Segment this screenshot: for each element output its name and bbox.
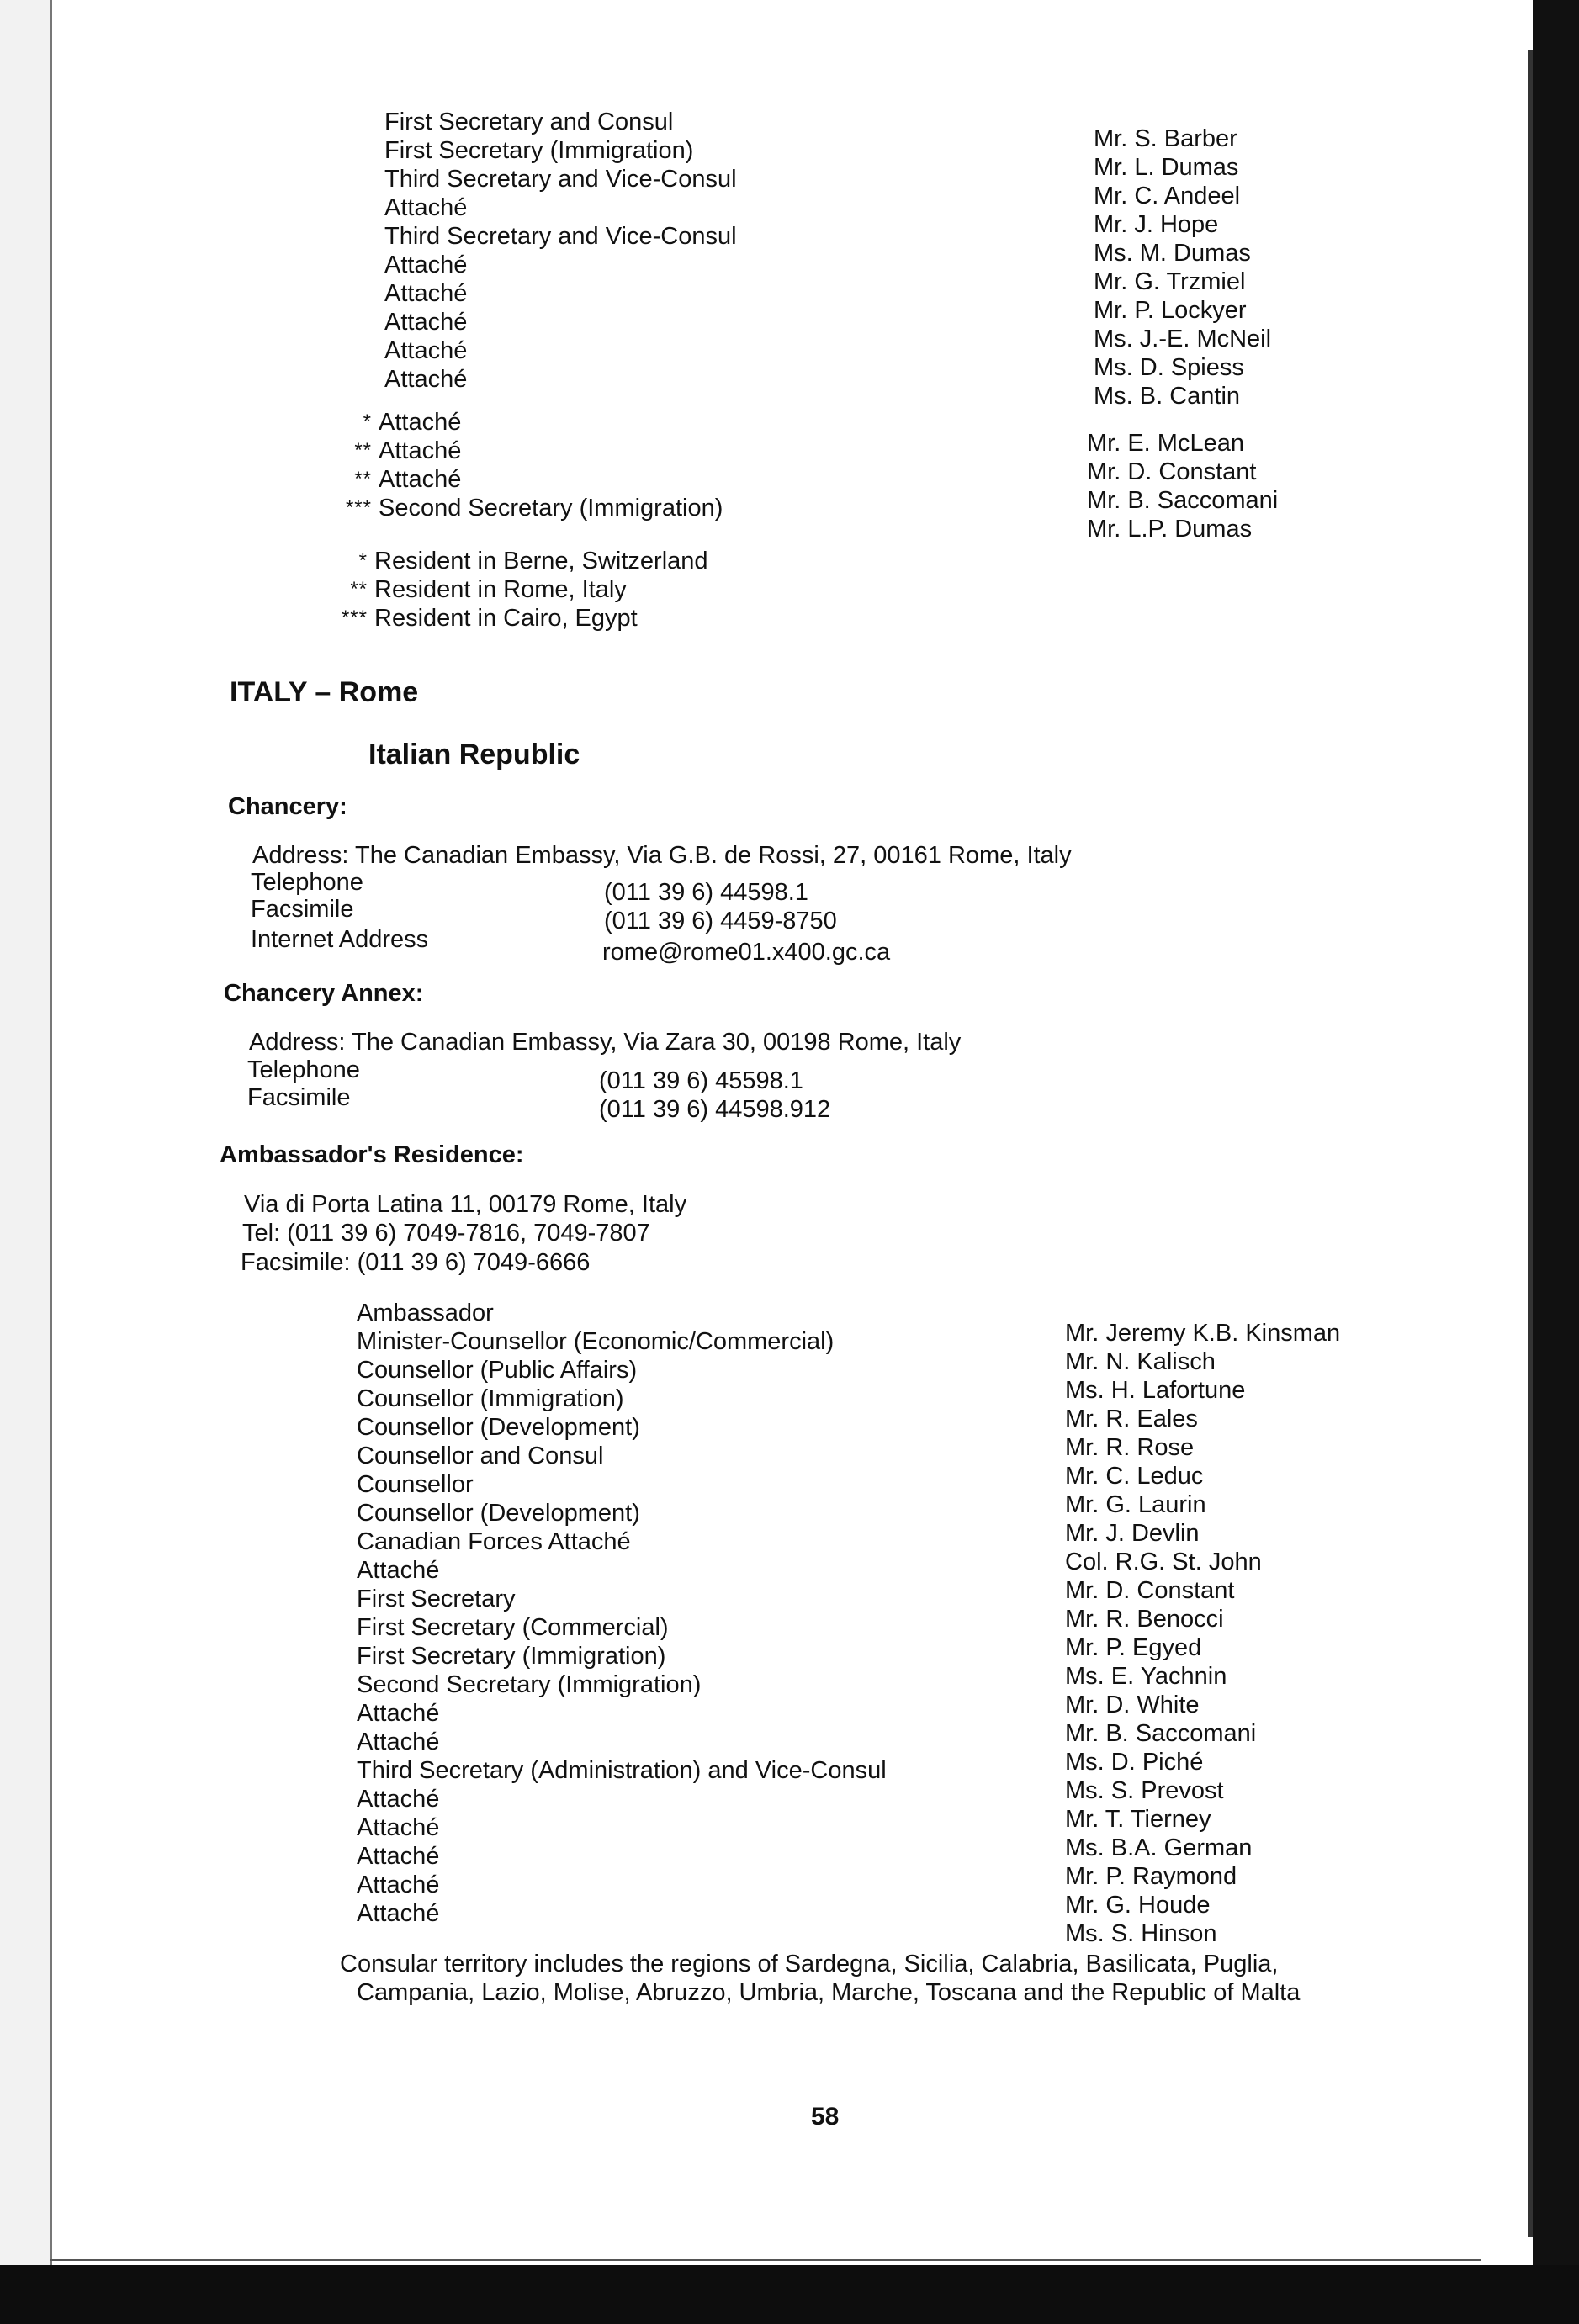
position-title bbox=[357, 1642, 887, 1670]
chancery-telephone: (011 39 6) 44598.1 bbox=[604, 879, 808, 906]
position-title bbox=[357, 1585, 887, 1613]
staff-name bbox=[1065, 1891, 1340, 1919]
staff-name-text: Ms. D. Piché bbox=[1065, 1749, 1204, 1776]
page-number: 58 bbox=[811, 2103, 840, 2131]
position-title bbox=[357, 1470, 887, 1499]
staff-name bbox=[1065, 1691, 1340, 1719]
footnote-marker: *** bbox=[341, 606, 368, 629]
position-title bbox=[357, 1442, 887, 1470]
position-title-text: Canadian Forces Attaché bbox=[357, 1528, 631, 1555]
staff-name bbox=[1094, 182, 1271, 210]
chancery-internet: rome@rome01.x400.gc.ca bbox=[602, 939, 891, 966]
footnote-marker: * bbox=[358, 549, 368, 572]
staff-name bbox=[1065, 1662, 1340, 1691]
staff-name bbox=[1065, 1748, 1340, 1776]
position-title-text: Attaché bbox=[357, 1700, 440, 1727]
position-title bbox=[357, 1384, 887, 1413]
staff-name-text: Mr. T. Tierney bbox=[1065, 1806, 1211, 1833]
position-title-text: Attaché bbox=[384, 366, 468, 393]
chancery-internet-label: Internet Address bbox=[251, 926, 429, 953]
staff-name bbox=[1065, 1376, 1340, 1405]
staff-name bbox=[1094, 153, 1271, 182]
position-title-text: Counsellor (Development) bbox=[357, 1500, 640, 1527]
resident-positions-column bbox=[345, 408, 723, 522]
residence-label: Ambassador's Residence: bbox=[220, 1141, 524, 1168]
staff-name-text: Mr. Jeremy K.B. Kinsman bbox=[1065, 1320, 1341, 1347]
residence-note bbox=[341, 604, 708, 633]
residence-telephone: Tel: (011 39 6) 7049-7816, 7049-7807 bbox=[242, 1220, 650, 1247]
staff-name bbox=[1065, 1519, 1340, 1548]
position-title-text: First Secretary (Commercial) bbox=[357, 1614, 669, 1641]
resident-position-title-text: Attaché bbox=[379, 409, 462, 436]
staff-name-text: Mr. J. Devlin bbox=[1065, 1520, 1200, 1547]
position-title-text: Ambassador bbox=[357, 1300, 494, 1326]
position-title bbox=[384, 251, 737, 279]
annex-telephone-label: Telephone bbox=[247, 1056, 360, 1083]
footnote-marker: ** bbox=[354, 468, 372, 490]
residence-note-text: Resident in Rome, Italy bbox=[374, 576, 627, 603]
footnote-marker: *** bbox=[345, 496, 372, 519]
position-title bbox=[384, 193, 737, 222]
position-title-text: Attaché bbox=[384, 309, 468, 336]
staff-name-text: Mr. G. Houde bbox=[1065, 1892, 1211, 1919]
staff-name-text: Mr. C. Andeel bbox=[1094, 183, 1241, 209]
residence-notes bbox=[341, 547, 708, 633]
position-title bbox=[357, 1299, 887, 1327]
staff-name-text: Ms. D. Spiess bbox=[1094, 354, 1244, 381]
position-title-text: Attaché bbox=[357, 1557, 440, 1584]
staff-name-text: Ms. E. Yachnin bbox=[1065, 1663, 1227, 1690]
staff-name-text: Mr. B. Saccomani bbox=[1065, 1720, 1257, 1747]
staff-name-text: Mr. D. White bbox=[1065, 1691, 1200, 1718]
position-title-text: Attaché bbox=[357, 1786, 440, 1813]
staff-name bbox=[1094, 353, 1271, 382]
staff-name bbox=[1065, 1719, 1340, 1748]
staff-names-column bbox=[1065, 1319, 1340, 1948]
residence-fax: Facsimile: (011 39 6) 7049-6666 bbox=[241, 1249, 591, 1276]
position-title bbox=[357, 1842, 887, 1871]
staff-name-text: Ms. B.A. German bbox=[1065, 1834, 1253, 1861]
staff-name bbox=[1065, 1919, 1340, 1948]
staff-name bbox=[1094, 296, 1271, 325]
position-title-text: Attaché bbox=[384, 280, 468, 307]
position-title bbox=[357, 1699, 887, 1728]
top-positions-column bbox=[384, 108, 737, 394]
staff-name bbox=[1065, 1576, 1340, 1605]
position-title bbox=[357, 1556, 887, 1585]
footnote-marker: * bbox=[363, 410, 372, 433]
position-title bbox=[384, 222, 737, 251]
consular-territory-line2: Campania, Lazio, Molise, Abruzzo, Umbria, Marche, Toscana and the Republic of Malta bbox=[357, 1979, 1301, 2006]
staff-name bbox=[1065, 1605, 1340, 1633]
staff-name-text: Mr. J. Hope bbox=[1094, 211, 1219, 238]
staff-name bbox=[1065, 1633, 1340, 1662]
resident-position-title-text: Attaché bbox=[379, 437, 462, 464]
position-title bbox=[384, 108, 737, 136]
staff-name-text: Mr. L.P. Dumas bbox=[1087, 516, 1253, 543]
position-title-text: Counsellor and Consul bbox=[357, 1443, 604, 1469]
staff-name-text: Mr. C. Leduc bbox=[1065, 1463, 1204, 1490]
position-title bbox=[357, 1813, 887, 1842]
resident-position-title bbox=[363, 408, 723, 437]
staff-name-text: Col. R.G. St. John bbox=[1065, 1548, 1262, 1575]
staff-name bbox=[1087, 429, 1278, 458]
staff-name-text: Mr. G. Trzmiel bbox=[1094, 268, 1246, 295]
staff-name-text: Ms. B. Cantin bbox=[1094, 383, 1241, 410]
staff-name bbox=[1087, 486, 1278, 515]
position-title bbox=[357, 1785, 887, 1813]
residence-note bbox=[358, 547, 708, 575]
annex-fax-label: Facsimile bbox=[247, 1084, 351, 1111]
position-title-text: Attaché bbox=[384, 251, 468, 278]
position-title-text: Attaché bbox=[357, 1900, 440, 1927]
position-title bbox=[357, 1670, 887, 1699]
position-title-text: Counsellor bbox=[357, 1471, 474, 1498]
staff-name bbox=[1065, 1347, 1340, 1376]
position-title bbox=[384, 165, 737, 193]
staff-name-text: Mr. N. Kalisch bbox=[1065, 1348, 1216, 1375]
staff-name-text: Mr. G. Laurin bbox=[1065, 1491, 1206, 1518]
staff-name bbox=[1094, 267, 1271, 296]
staff-name-text: Mr. P. Raymond bbox=[1065, 1863, 1237, 1890]
country-heading: ITALY – Rome bbox=[230, 676, 419, 708]
consular-territory-line1: Consular territory includes the regions of Sardegna, Sicilia, Calabria, Basilicata, Puglia, bbox=[340, 1951, 1279, 1977]
staff-name-text: Mr. S. Barber bbox=[1094, 125, 1237, 152]
resident-names-column bbox=[1087, 429, 1278, 543]
position-title bbox=[384, 279, 737, 308]
position-title-text: Attaché bbox=[357, 1814, 440, 1841]
staff-name bbox=[1087, 458, 1278, 486]
position-title bbox=[384, 136, 737, 165]
staff-name-text: Ms. H. Lafortune bbox=[1065, 1377, 1246, 1404]
position-title bbox=[357, 1613, 887, 1642]
chancery-label: Chancery: bbox=[228, 793, 347, 820]
position-title-text: First Secretary (Immigration) bbox=[357, 1643, 666, 1670]
position-title bbox=[357, 1327, 887, 1356]
staff-name bbox=[1094, 124, 1271, 153]
chancery-fax: (011 39 6) 4459-8750 bbox=[604, 908, 837, 934]
staff-name-text: Ms. M. Dumas bbox=[1094, 240, 1251, 267]
position-title bbox=[384, 365, 737, 394]
position-title-text: Attaché bbox=[357, 1728, 440, 1755]
position-title-text: First Secretary (Immigration) bbox=[384, 137, 694, 164]
position-title-text: Second Secretary (Immigration) bbox=[357, 1671, 702, 1698]
position-title bbox=[357, 1499, 887, 1527]
staff-name bbox=[1087, 515, 1278, 543]
position-title bbox=[357, 1413, 887, 1442]
position-title bbox=[384, 336, 737, 365]
staff-name bbox=[1065, 1405, 1340, 1433]
top-names-column bbox=[1094, 124, 1271, 410]
position-title bbox=[357, 1527, 887, 1556]
position-title-text: Third Secretary (Administration) and Vice-Consul bbox=[357, 1757, 887, 1784]
staff-name-text: Mr. R. Benocci bbox=[1065, 1606, 1224, 1633]
chancery-address: Address: The Canadian Embassy, Via G.B. de Rossi, 27, 00161 Rome, Italy bbox=[252, 842, 1072, 869]
staff-name bbox=[1065, 1776, 1340, 1805]
staff-titles-column bbox=[357, 1299, 887, 1928]
position-title bbox=[357, 1756, 887, 1785]
staff-name-text: Ms. J.-E. McNeil bbox=[1094, 326, 1272, 352]
residence-note-text: Resident in Cairo, Egypt bbox=[374, 605, 638, 632]
position-title-text: First Secretary and Consul bbox=[384, 109, 674, 135]
staff-name-text: Ms. S. Hinson bbox=[1065, 1920, 1217, 1947]
residence-address: Via di Porta Latina 11, 00179 Rome, Italy bbox=[244, 1191, 687, 1218]
position-title-text: Attaché bbox=[357, 1843, 440, 1870]
annex-address: Address: The Canadian Embassy, Via Zara 30, 00198 Rome, Italy bbox=[249, 1029, 962, 1056]
position-title-text: First Secretary bbox=[357, 1586, 516, 1612]
resident-position-title bbox=[354, 465, 723, 494]
staff-name bbox=[1065, 1433, 1340, 1462]
staff-name bbox=[1065, 1862, 1340, 1891]
chancery-fax-label: Facsimile bbox=[251, 896, 354, 923]
staff-name bbox=[1065, 1490, 1340, 1519]
position-title bbox=[384, 308, 737, 336]
position-title-text: Minister-Counsellor (Economic/Commercial) bbox=[357, 1328, 835, 1355]
country-official-name: Italian Republic bbox=[368, 738, 580, 770]
staff-name bbox=[1094, 382, 1271, 410]
position-title-text: Counsellor (Public Affairs) bbox=[357, 1357, 638, 1384]
staff-name-text: Ms. S. Prevost bbox=[1065, 1777, 1224, 1804]
position-title-text: Third Secretary and Vice-Consul bbox=[384, 223, 737, 250]
position-title bbox=[357, 1899, 887, 1928]
position-title-text: Attaché bbox=[357, 1871, 440, 1898]
position-title-text: Counsellor (Development) bbox=[357, 1414, 640, 1441]
staff-name bbox=[1065, 1319, 1340, 1347]
resident-position-title bbox=[345, 494, 723, 522]
position-title-text: Counsellor (Immigration) bbox=[357, 1385, 624, 1412]
position-title bbox=[357, 1871, 887, 1899]
footnote-marker: ** bbox=[354, 439, 372, 462]
staff-name bbox=[1065, 1548, 1340, 1576]
annex-label: Chancery Annex: bbox=[224, 980, 424, 1007]
staff-name bbox=[1094, 239, 1271, 267]
staff-name bbox=[1065, 1805, 1340, 1834]
residence-note bbox=[350, 575, 708, 604]
staff-name-text: Mr. B. Saccomani bbox=[1087, 487, 1279, 514]
position-title-text: Attaché bbox=[384, 337, 468, 364]
annex-fax: (011 39 6) 44598.912 bbox=[599, 1096, 831, 1123]
position-title bbox=[357, 1728, 887, 1756]
staff-name-text: Mr. E. McLean bbox=[1087, 430, 1244, 457]
staff-name-text: Mr. R. Eales bbox=[1065, 1406, 1198, 1432]
staff-name bbox=[1094, 325, 1271, 353]
staff-name bbox=[1065, 1834, 1340, 1862]
annex-telephone: (011 39 6) 45598.1 bbox=[599, 1067, 803, 1094]
staff-name-text: Mr. L. Dumas bbox=[1094, 154, 1239, 181]
staff-name-text: Mr. D. Constant bbox=[1065, 1577, 1235, 1604]
resident-position-title bbox=[354, 437, 723, 465]
staff-name-text: Mr. P. Egyed bbox=[1065, 1634, 1202, 1661]
staff-name bbox=[1094, 210, 1271, 239]
position-title-text: Attaché bbox=[384, 194, 468, 221]
resident-position-title-text: Attaché bbox=[379, 466, 462, 493]
footnote-marker: ** bbox=[350, 578, 368, 601]
resident-position-title-text: Second Secretary (Immigration) bbox=[379, 495, 723, 521]
residence-note-text: Resident in Berne, Switzerland bbox=[374, 548, 708, 574]
staff-name-text: Mr. P. Lockyer bbox=[1094, 297, 1247, 324]
staff-name-text: Mr. R. Rose bbox=[1065, 1434, 1195, 1461]
position-title-text: Third Secretary and Vice-Consul bbox=[384, 166, 737, 193]
chancery-telephone-label: Telephone bbox=[251, 869, 363, 896]
staff-name-text: Mr. D. Constant bbox=[1087, 458, 1257, 485]
staff-name bbox=[1065, 1462, 1340, 1490]
position-title bbox=[357, 1356, 887, 1384]
